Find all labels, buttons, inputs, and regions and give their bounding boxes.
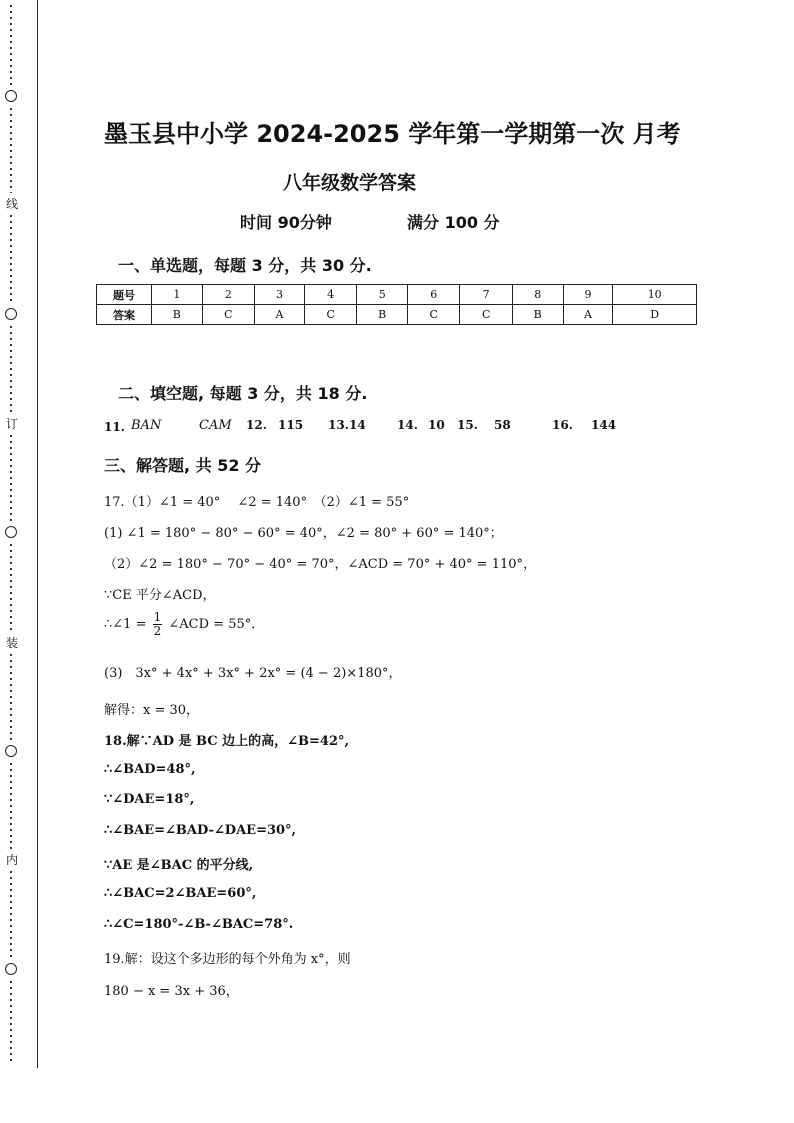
- q19-step-2: 180 − x = 3x + 36，: [104, 984, 239, 999]
- dotted-line: [10, 544, 14, 634]
- table-cell: C: [460, 305, 512, 325]
- exam-time: 时间 90分钟: [240, 213, 332, 232]
- fill-item-answer: CAM: [199, 418, 232, 433]
- table-cell: 2: [202, 285, 254, 305]
- binding-circle: [5, 90, 17, 102]
- row-label-answer: 答案: [97, 305, 152, 325]
- fraction-denominator: 2: [153, 624, 162, 638]
- binding-char-ding: 订: [5, 417, 18, 431]
- fill-item-answer: 144: [591, 418, 617, 432]
- answer-table: [96, 284, 697, 325]
- q17-step-2: （2）∠2 = 180° − 70° − 40° = 70°，∠ACD = 70° + 40° = 110°，: [104, 557, 537, 572]
- table-cell: 7: [460, 285, 512, 305]
- dotted-line: [10, 435, 14, 523]
- fill-item-no: 16.: [552, 418, 573, 432]
- table-cell: 9: [563, 285, 613, 305]
- q17-part3-equation: (3) 3x° + 4x° + 3x° + 2x° = (4 − 2)×180°，: [104, 666, 402, 681]
- fill-item-no: 13.: [328, 418, 349, 432]
- fill-item-answer: BAN: [131, 418, 162, 433]
- dotted-line: [10, 871, 14, 959]
- dotted-line: [10, 108, 14, 193]
- table-row: [97, 305, 697, 325]
- q18-step-6: ∴∠BAC=2∠BAE=60°,: [104, 886, 257, 901]
- binding-circle: [5, 526, 17, 538]
- dotted-line: [10, 981, 14, 1063]
- fill-item-answer: 115: [278, 418, 304, 432]
- fill-item-answer: 58: [494, 418, 511, 432]
- table-row: [97, 285, 697, 305]
- q18-step-2: ∴∠BAD=48°,: [104, 762, 196, 777]
- q18-step-5: ∵AE 是∠BAC 的平分线,: [104, 858, 254, 873]
- table-cell: 6: [408, 285, 460, 305]
- dotted-line: [10, 763, 14, 851]
- q18-step-7: ∴∠C=180°-∠B-∠BAC=78°.: [104, 917, 294, 932]
- q18-step-1: 18.解∵AD 是 BC 边上的高，∠B=42°,: [104, 734, 350, 749]
- table-cell: 3: [255, 285, 305, 305]
- binding-char-xian: 线: [5, 197, 18, 211]
- page-title: 墨玉县中小学 2024-2025 学年第一学期第一次 月考: [104, 120, 681, 148]
- fill-item-no: 14.: [397, 418, 418, 432]
- fill-item-no: 12.: [246, 418, 267, 432]
- binding-circle: [5, 308, 17, 320]
- q17-answer-summary: 17.（1）∠1 = 40° ∠2 = 140° （2）∠1 = 55°: [104, 495, 410, 510]
- table-cell: D: [613, 305, 697, 325]
- dotted-line: [10, 215, 14, 303]
- table-cell: B: [357, 305, 408, 325]
- binding-margin: [0, 0, 38, 1068]
- table-cell: C: [408, 305, 460, 325]
- table-cell: C: [202, 305, 254, 325]
- q18-step-4: ∴∠BAE=∠BAD-∠DAE=30°,: [104, 823, 297, 838]
- table-cell: C: [304, 305, 356, 325]
- section2-heading: 二、填空题, 每题 3 分，共 18 分.: [118, 384, 368, 403]
- dotted-line: [10, 326, 14, 414]
- q17-step-4: [104, 611, 264, 638]
- binding-char-nei: 内: [5, 853, 18, 867]
- fraction-one-half: [153, 611, 163, 638]
- binding-char-zhuang: 装: [5, 636, 18, 650]
- binding-circle: [5, 963, 17, 975]
- dotted-line: [10, 5, 14, 85]
- fill-item-answer: 14: [349, 418, 366, 432]
- q17-step-3: ∵CE 平分∠ACD，: [104, 588, 216, 603]
- table-cell: 5: [357, 285, 408, 305]
- dotted-line: [10, 654, 14, 742]
- q17-step-4-post: ∠ACD = 55°．: [168, 617, 265, 632]
- page-subtitle: 八年级数学答案: [283, 172, 417, 194]
- table-cell: 1: [152, 285, 203, 305]
- full-score: 满分 100 分: [407, 213, 500, 232]
- q17-solution: 解得：x = 30，: [104, 703, 200, 718]
- q17-step-1: (1) ∠1 = 180° − 80° − 60° = 40°，∠2 = 80° + 60° = 140°；: [104, 526, 503, 541]
- fill-item-answer: 10: [428, 418, 445, 432]
- table-cell: A: [255, 305, 305, 325]
- fill-item-no: 11.: [104, 420, 125, 434]
- section3-heading: 三、解答题, 共 52 分: [104, 456, 262, 475]
- table-cell: A: [563, 305, 613, 325]
- fraction-numerator: 1: [153, 610, 162, 624]
- q18-step-3: ∵∠DAE=18°,: [104, 792, 195, 807]
- binding-circle: [5, 745, 17, 757]
- q19-step-1: 19.解：设这个多边形的每个外角为 x°，则: [104, 952, 351, 967]
- fill-item-no: 15.: [457, 418, 478, 432]
- row-label-number: 题号: [97, 285, 152, 305]
- table-cell: 10: [613, 285, 697, 305]
- table-cell: 4: [304, 285, 356, 305]
- table-cell: B: [512, 305, 563, 325]
- table-cell: 8: [512, 285, 563, 305]
- section1-heading: 一、单选题，每题 3 分，共 30 分.: [118, 256, 372, 275]
- q17-step-4-pre: ∴∠1 =: [104, 617, 147, 632]
- table-cell: B: [152, 305, 203, 325]
